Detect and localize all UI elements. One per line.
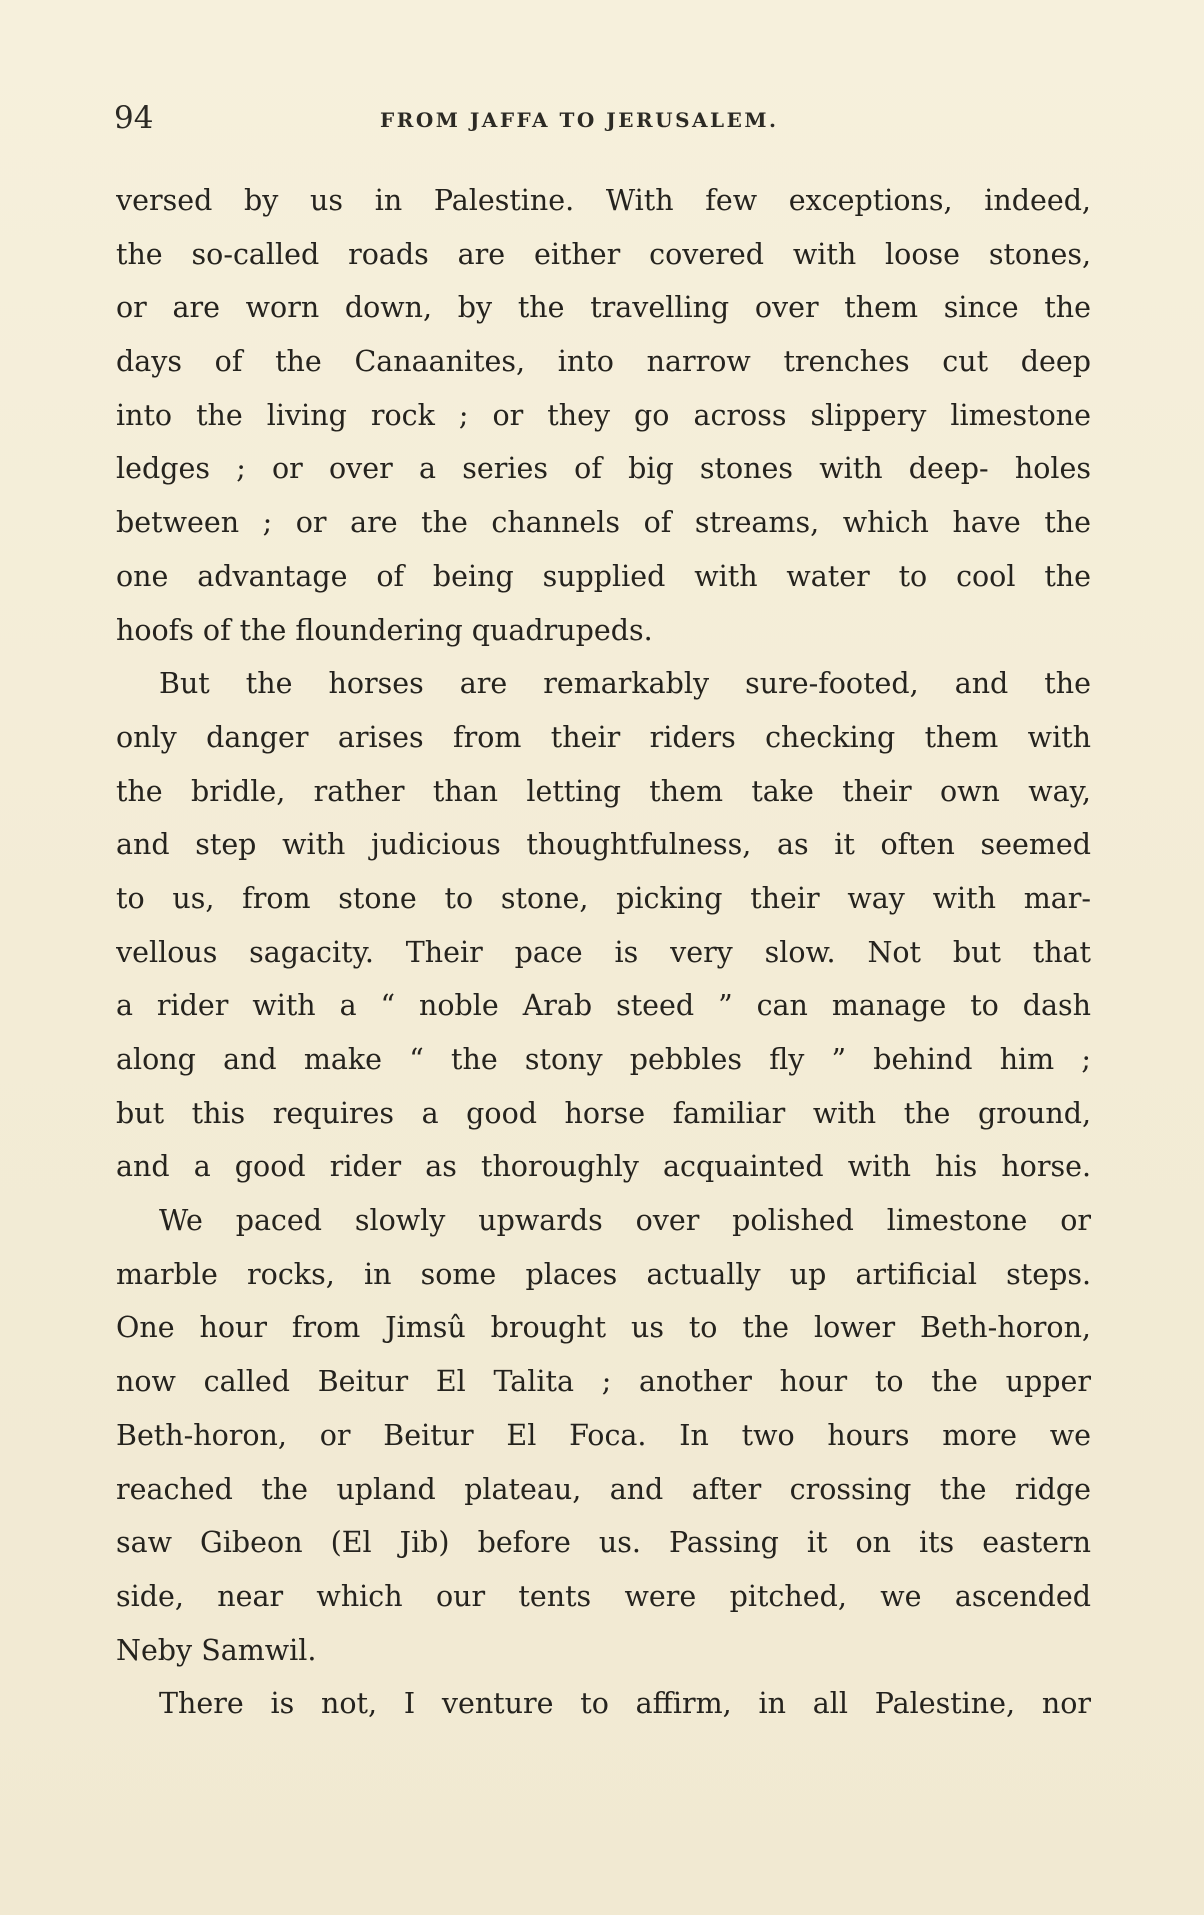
text-line: along and make “ the stony pebbles fly ” behind him ; — [116, 1043, 1091, 1076]
page-header — [114, 100, 1094, 140]
text-line: hoofs of the floundering quadrupeds. — [116, 613, 653, 647]
text-line: to us, from stone to stone, picking their way with mar- — [116, 881, 1091, 915]
text-line: saw Gibeon (El Jib) before us. Passing it on its eastern — [116, 1526, 1091, 1560]
text-line: Neby Samwil. — [116, 1633, 317, 1667]
text-line: one advantage of being supplied with water to cool the — [116, 559, 1091, 593]
text-line: days of the Canaanites, into narrow trenches cut deep — [116, 345, 1091, 379]
text-line: and step with judicious thoughtfulness, as it often seemed — [116, 828, 1091, 862]
page-number: 94 — [114, 100, 154, 136]
text-line: Beth-horon, or Beitur El Foca. In two hours more we — [116, 1418, 1091, 1452]
text-line: versed by us in Palestine. With few exceptions, indeed, — [116, 184, 1091, 217]
text-line: or are worn down, by the travelling over them since the — [116, 291, 1091, 325]
text-line: But the horses are remarkably sure-footed, and the — [159, 667, 1091, 701]
text-line: One hour from Jimsû brought us to the lower Beth-horon, — [116, 1311, 1091, 1345]
text-line: only danger arises from their riders checking them with — [116, 720, 1091, 754]
text-line: There is not, I venture to affirm, in all Palestine, nor — [159, 1687, 1091, 1721]
running-title: FROM JAFFA TO JERUSALEM. — [380, 108, 779, 132]
text-line: the so-called roads are either covered with loose stones, — [116, 237, 1091, 271]
text-line: the bridle, rather than letting them take their own way, — [116, 774, 1091, 808]
text-line: and a good rider as thoroughly acquainted with his horse. — [116, 1150, 1091, 1184]
text-line: We paced slowly upwards over polished limestone or — [159, 1204, 1091, 1238]
text-line: ledges ; or over a series of big stones with deep- holes — [116, 452, 1091, 486]
text-line: side, near which our tents were pitched, we ascended — [116, 1579, 1091, 1613]
text-line: marble rocks, in some places actually up artificial steps. — [116, 1257, 1091, 1291]
text-line: reached the upland plateau, and after crossing the ridge — [116, 1472, 1091, 1506]
text-line: now called Beitur El Talita ; another hour to the upper — [116, 1365, 1091, 1399]
text-line: but this requires a good horse familiar with the ground, — [116, 1096, 1091, 1130]
body-text — [116, 174, 1091, 1731]
text-line: between ; or are the channels of streams, which have the — [116, 506, 1091, 540]
text-line: a rider with a “ noble Arab steed ” can manage to dash — [116, 989, 1091, 1023]
text-line: vellous sagacity. Their pace is very slow. Not but that — [116, 935, 1091, 969]
text-line: into the living rock ; or they go across slippery limestone — [116, 398, 1091, 432]
